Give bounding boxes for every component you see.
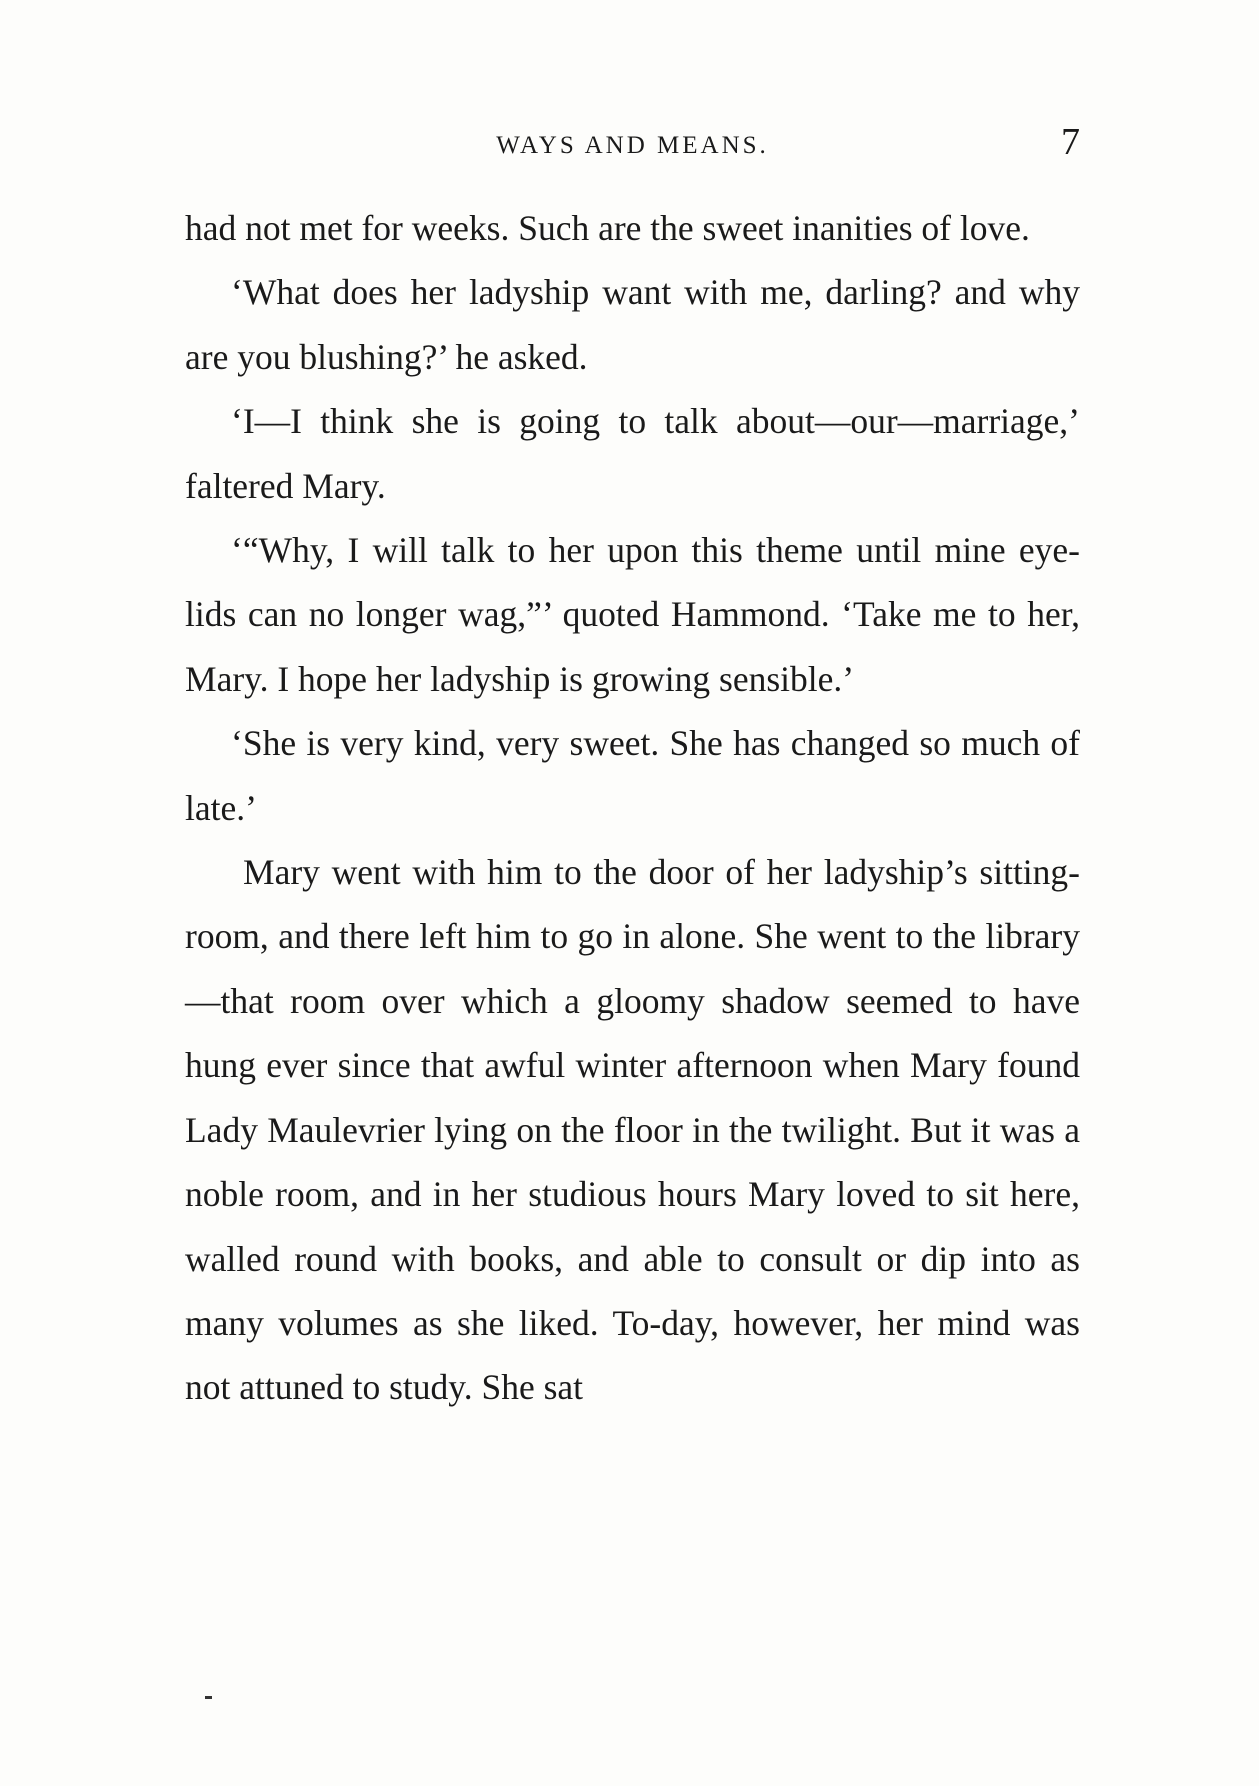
running-title: WAYS AND MEANS. (496, 132, 769, 159)
paragraph-6: Mary went with him to the door of her ladyship’s sitting-room, and there left him to go in alone. She went to the library—that room over which a gloomy shadow seemed to have hung ever since that awful winter afternoon when Mary found Lady Maulevrier lying on the floor in the twilight. But it was a noble room, and in her studious hours Mary loved to sit here, walled round with books, and able to consult or dip into as many volumes as she liked. To-day, however, her mind was not attuned to study. She sat (185, 852, 1080, 1408)
paragraph-3: ‘I—I think she is going to talk about—our—marriage,’ faltered Mary. (185, 401, 1080, 506)
paragraph-5: ‘She is very kind, very sweet. She has changed so much of late.’ (185, 723, 1080, 828)
running-head (185, 121, 1080, 166)
paragraph-4: ‘“Why, I will talk to her upon this theme until mine eye-lids can no longer wag,”’ quoted Hammond. ‘Take me to her, Mary. I hope her ladyship is growing sensible.’ (185, 530, 1080, 699)
page-number: 7 (1061, 121, 1080, 163)
paragraph-1: had not met for weeks. Such are the sweet inanities of love. (185, 208, 1030, 248)
paragraph-2: ‘What does her ladyship want with me, darling? and why are you blushing?’ he asked. (185, 272, 1080, 377)
body-text (185, 196, 1080, 1420)
print-mark (205, 1696, 212, 1699)
